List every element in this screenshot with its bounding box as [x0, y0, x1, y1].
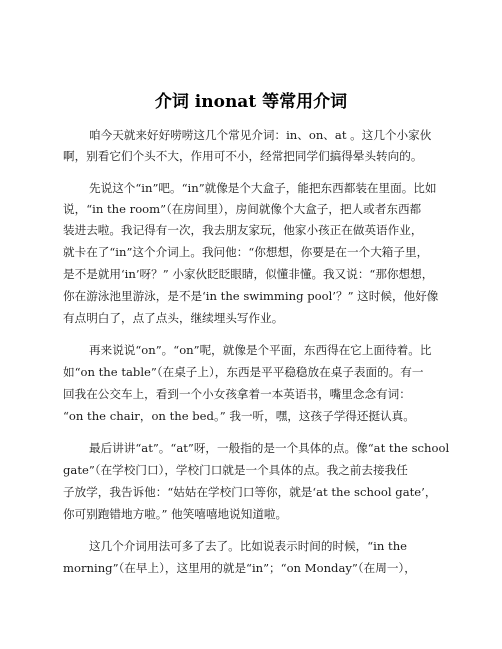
- paragraph-2-line-1: 先说这个“in”吧。“in”就像是个大盒子，能把东西都装在里面。比如: [89, 181, 437, 195]
- paragraph-3-line-4: “on the chair，on the bed。” 我一听，嘿，这孩子学得还挺认真。: [63, 409, 415, 423]
- paragraph-2-line-2: 说，“in the room”（在房间里），房间就像个大盒子，把人或者东西都: [63, 202, 422, 216]
- paragraph-2-line-5: 是不是就用‘in’呀？” 小家伙眨眨眼睛，似懂非懂。我又说：“那你想想，: [63, 267, 434, 281]
- paragraph-4-line-4: 你可别跑错地方啦。” 他笑嘻嘻地说知道啦。: [63, 507, 288, 521]
- paragraph-2-line-4: 就卡在了“in”这个介词上。我问他：“你想想，你要是在一个大箱子里，: [63, 245, 429, 259]
- paragraph-3-line-3: 回我在公交车上，看到一个小女孩拿着一本英语书，嘴里念念有词：: [63, 387, 411, 401]
- paragraph-2-line-7: 有点明白了，点了点头，继续埋头写作业。: [63, 311, 284, 325]
- paragraph-1-line-2: 啊，别看它们个头不大，作用可不小，经常把同学们搞得晕头转向的。: [63, 149, 423, 163]
- paragraph-5-line-1: 这几个介词用法可多了去了。比如说表示时间的时候，“in the: [89, 539, 408, 553]
- paragraph-5-line-2: morning”（在早上），这里用的就是“in”；“on Monday”（在周一），: [63, 561, 416, 575]
- paragraph-3-line-2: 如“on the table”（在桌子上），东西是平平稳稳放在桌子表面的。有一: [63, 365, 424, 379]
- paragraph-4-line-3: 子放学，我告诉他：“姑姑在学校门口等你，就是‘at the school gate’，: [63, 485, 437, 499]
- paragraph-2-line-3: 装进去啦。我记得有一次，我去朋友家玩，他家小孩正在做英语作业，: [63, 223, 423, 237]
- paragraph-4-line-2: gate”（在学校门口），学校门口就是一个具体的点。我之前去接我任: [63, 463, 408, 477]
- paragraph-4-line-1: 最后讲讲“at”。“at”呀，一般指的是一个具体的点。像“at the school: [89, 441, 450, 455]
- document-title: 介词 inonat 等常用介词: [154, 92, 348, 112]
- paragraph-2-line-6: 你在游泳池里游泳，是不是‘in the swimming pool’？” 这时候，他好像: [63, 289, 439, 303]
- paragraph-3-line-1: 再来说说“on”。“on”呢，就像是个平面，东西得在它上面待着。比: [89, 343, 432, 357]
- paragraph-1-line-1: 咱今天就来好好唠唠这几个常见介词：in、on、at 。这几个小家伙: [89, 128, 432, 142]
